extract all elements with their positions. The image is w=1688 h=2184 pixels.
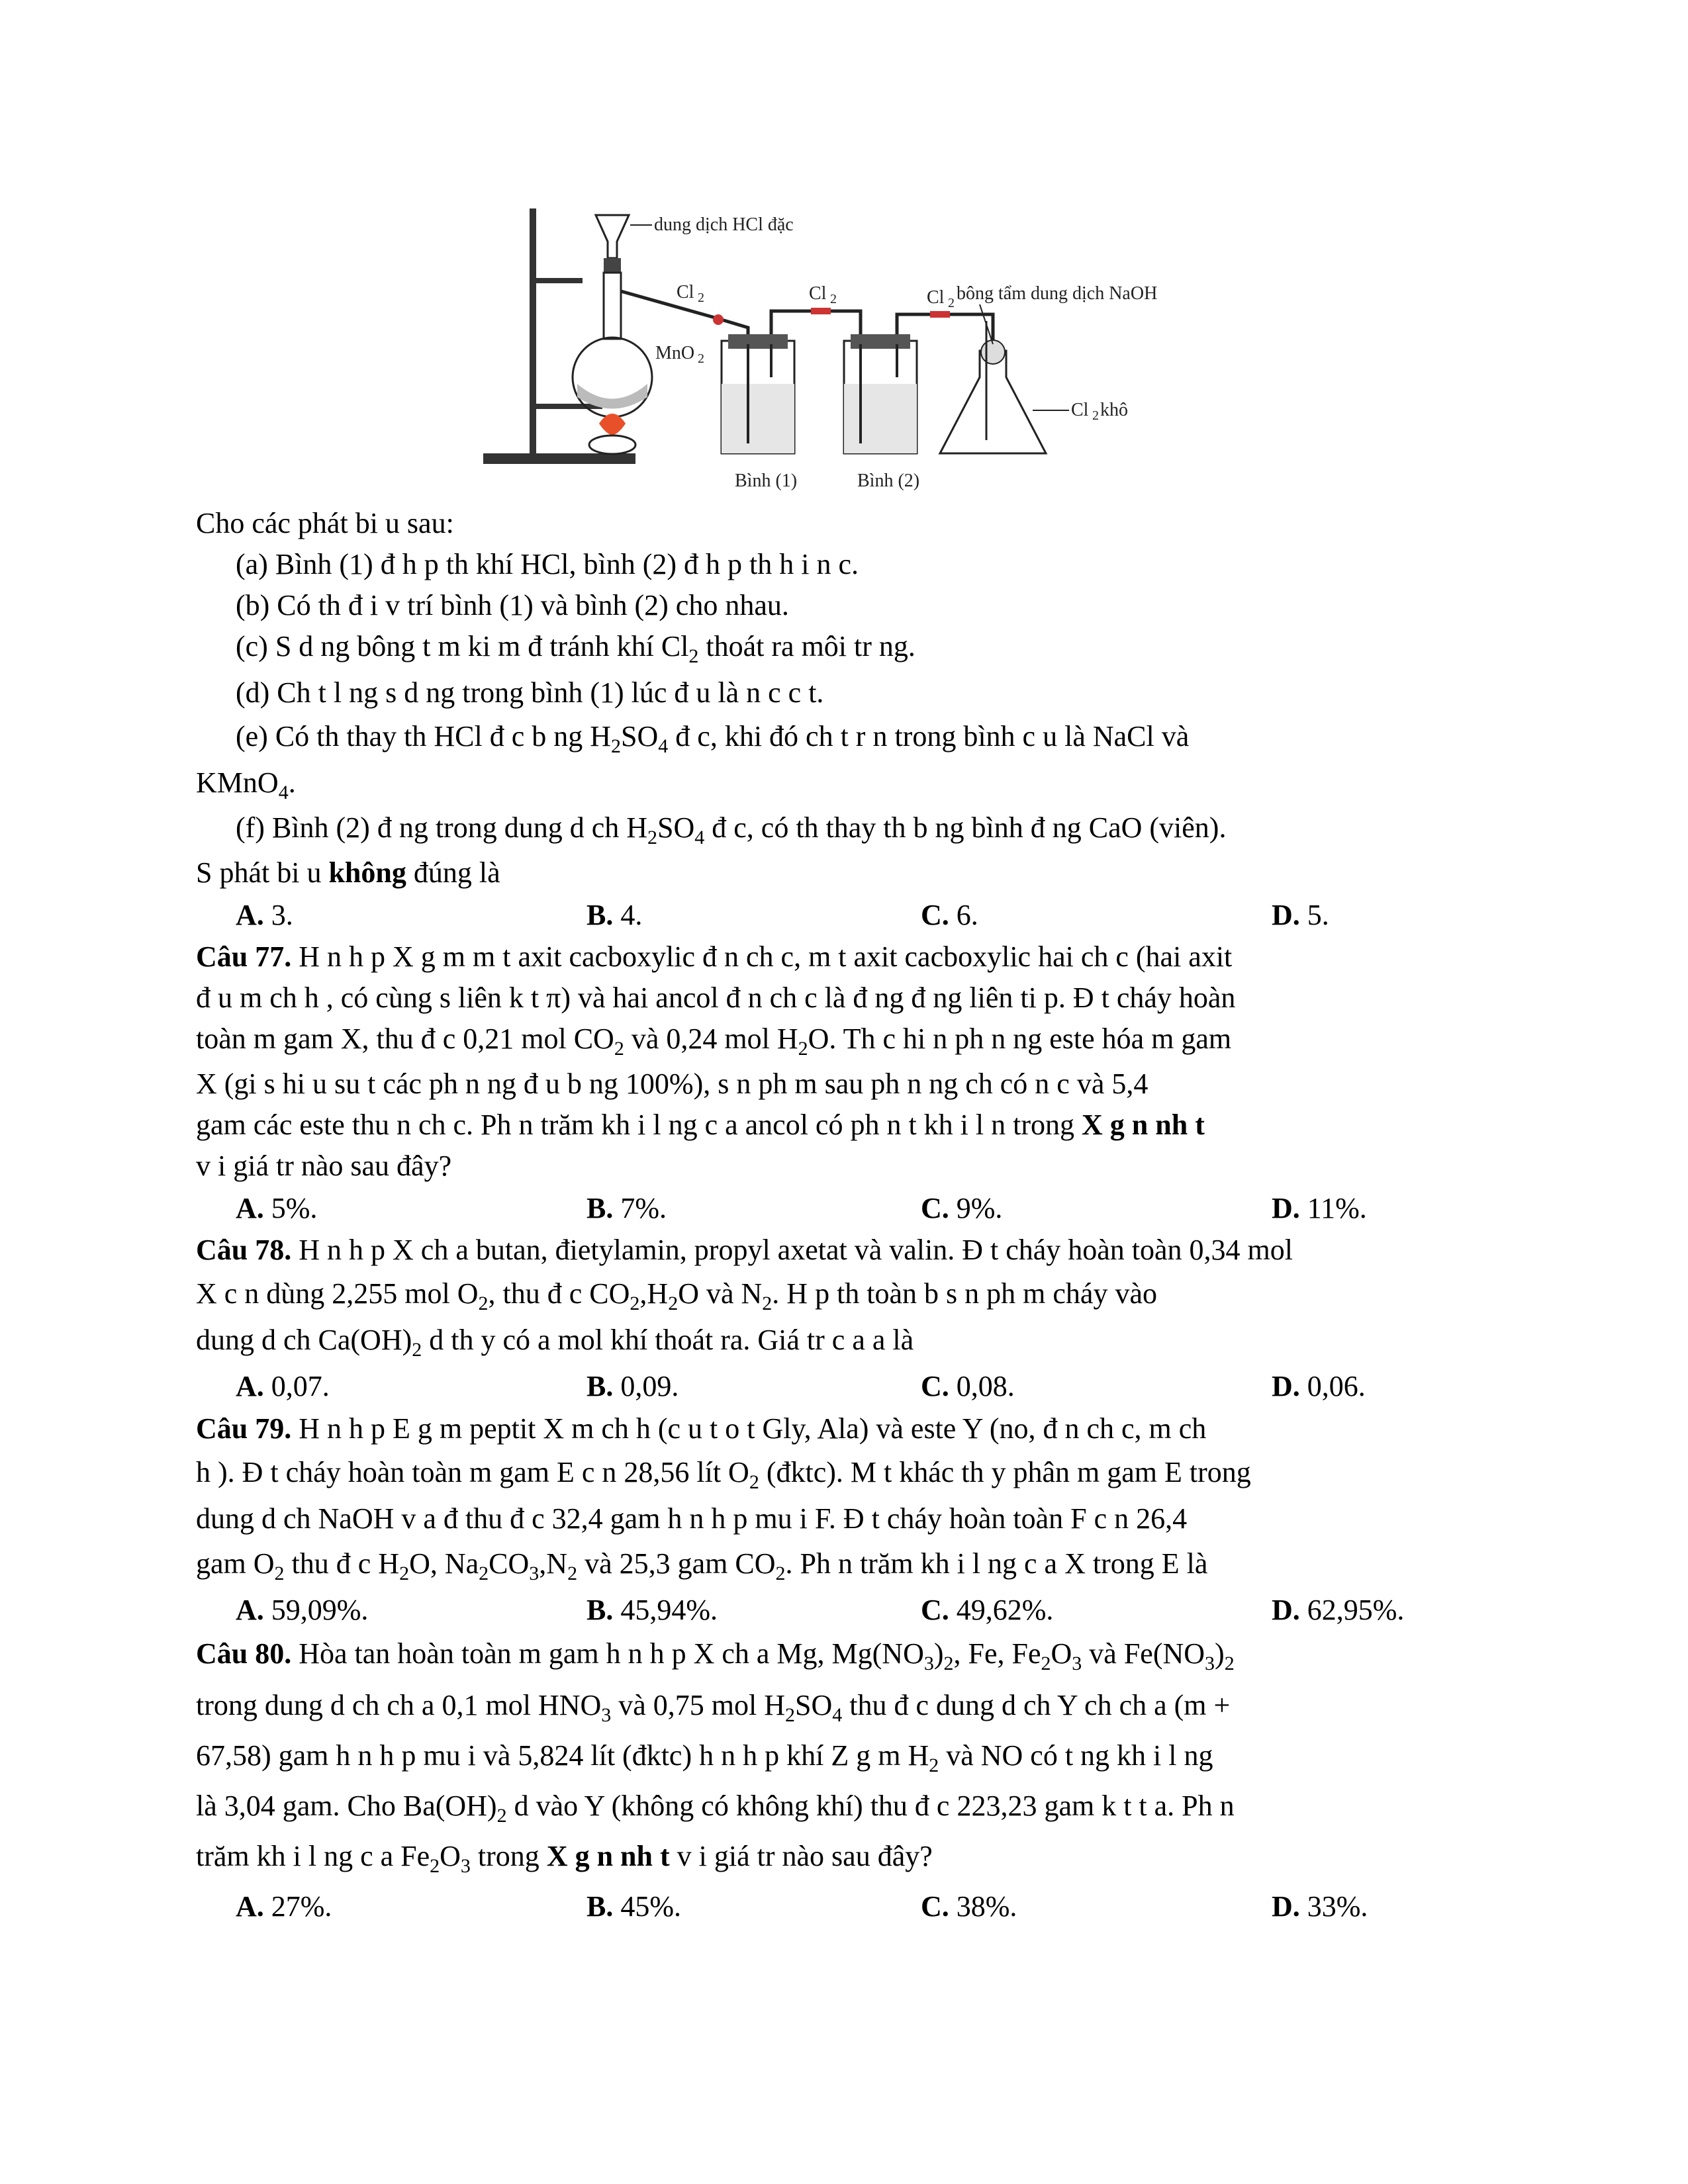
q77-option-b[interactable]: B. 7%. — [586, 1192, 667, 1224]
q80-line-5: trăm kh i l ng c a $Fe_2O_3$ trong X g n nh t v i giá tr nào sau đây? — [196, 1840, 933, 1877]
q76-statement-e: (e) Có th thay th HCl đ c b ng $H_2SO_4$ đ c, khi đó ch t r n trong bình c u là NaCl và — [236, 720, 1190, 757]
label-cl2-3: Cl — [927, 287, 945, 308]
q79-option-c[interactable]: C. 49,62%. — [921, 1594, 1054, 1626]
q80-option-b[interactable]: B. 45%. — [586, 1890, 682, 1923]
stand-rod — [530, 208, 536, 457]
q76-statement-b: (b) Có th đ i v trí bình (1) và bình (2) cho nhau. — [236, 589, 789, 621]
q79-option-a[interactable]: A. 59,09%. — [236, 1594, 369, 1626]
stand-clamp — [530, 278, 583, 283]
q79-option-b[interactable]: B. 45,94%. — [586, 1594, 718, 1626]
flask-neck — [604, 273, 621, 339]
q76-statement-c: (c) S d ng bông t m ki m đ tránh khí $Cl_2$ thoát ra môi tr ng. — [236, 630, 915, 667]
q78-option-c[interactable]: C. 0,08. — [921, 1370, 1015, 1402]
q77-line-3: toàn m gam X, thu đ c 0,21 mol $CO_2$ và 0,24 mol $H_2O$. Th c hi n ph n ng este hóa m gam — [196, 1023, 1232, 1060]
label-hcl: dung dịch HCl đặc — [654, 214, 794, 235]
burner — [589, 435, 635, 454]
erlenmeyer-flask — [940, 351, 1046, 453]
q77-line-4: X (gi s hi u su t các ph n ng đ u b ng 100%), s n ph m sau ph n ng ch có n c và 5,4 — [196, 1068, 1149, 1100]
label-cl2-dry-sub: 2 — [1092, 408, 1099, 423]
q78-option-d[interactable]: D. 0,06. — [1272, 1370, 1366, 1402]
q78-line-1: Câu 78. H n h p X ch a butan, đietylamin, propyl axetat và valin. Đ t cháy hoàn toàn 0,34 mol — [196, 1234, 1293, 1266]
label-naoh: bông tẩm dung dịch NaOH — [957, 283, 1158, 304]
label-binh-2: Bình (2) — [857, 471, 920, 491]
q76-intro: Cho các phát bi u sau: — [196, 507, 454, 539]
label-binh-1: Bình (1) — [735, 471, 798, 491]
q77-option-d[interactable]: D. 11%. — [1272, 1192, 1367, 1224]
label-mno2-sub: 2 — [698, 351, 704, 366]
q76-statement-f: (f) Bình (2) đ ng trong dung d ch $H_2SO_4$ đ c, có th thay th b ng bình đ ng CaO (viên). — [236, 811, 1227, 848]
q78-line-3: dung d ch $Ca(OH)_2$ d th y có a mol khí thoát ra. Giá tr c a a là — [196, 1324, 914, 1361]
chlorine-apparatus-diagram — [463, 185, 1211, 503]
q76-option-c[interactable]: C. 6. — [921, 899, 978, 931]
label-mno2: MnO — [655, 343, 695, 363]
label-cl2-2: Cl — [809, 283, 827, 304]
q77-option-c[interactable]: C. 9%. — [921, 1192, 1003, 1224]
q78-option-b[interactable]: B. 0,09. — [586, 1370, 679, 1402]
label-cl2-2-sub: 2 — [830, 292, 837, 306]
q76-statement-d: (d) Ch t l ng s d ng trong bình (1) lúc đ u là n c c t. — [236, 676, 824, 709]
q80-option-c[interactable]: C. 38%. — [921, 1890, 1017, 1923]
q80-option-a[interactable]: A. 27%. — [236, 1890, 332, 1923]
q80-line-1: Câu 80. Hòa tan hoàn toàn m gam h n h p X ch a Mg, $Mg(NO_3)_2$, Fe, $Fe_2O_3$ và $Fe(NO_3)_2$ — [196, 1637, 1235, 1674]
q78-line-2: X c n dùng 2,255 mol $O_2$, thu đ c $CO_2,H_2O$ và $N_2$. H p th toàn b s n ph m cháy vào — [196, 1277, 1157, 1314]
q76-statement-a: (a) Bình (1) đ h p th khí HCl, bình (2) đ h p th h i n c. — [236, 548, 859, 580]
q76-question: S phát bi u không đúng là — [196, 856, 500, 889]
q80-line-3: 67,58) gam h n h p mu i và 5,824 lít (đktc) h n h p khí Z g m $H_2$ và NO có t ng kh i l ng — [196, 1739, 1213, 1776]
label-kho: khô — [1100, 400, 1128, 420]
q76-statement-e-cont: KMnO$_4$. — [196, 766, 296, 803]
q77-line-6: v i giá tr nào sau đây? — [196, 1150, 452, 1182]
dropping-funnel — [596, 215, 629, 258]
q79-line-4: gam $O_2$ thu đ c $H_2O$, $Na_2CO_3,N_2$ và 25,3 gam $CO_2$. Ph n trăm kh i l ng c a X trong E là — [196, 1547, 1208, 1584]
q79-option-d[interactable]: D. 62,95%. — [1272, 1594, 1405, 1626]
q76-option-b[interactable]: B. 4. — [586, 899, 643, 931]
q79-line-1: Câu 79. H n h p E g m peptit X m ch h (c u t o t Gly, Ala) và este Y (no, đ n ch c, m ch — [196, 1412, 1207, 1445]
label-cl2-dry: Cl — [1071, 400, 1089, 420]
q80-option-d[interactable]: D. 33%. — [1272, 1890, 1368, 1923]
label-cl2-3-sub: 2 — [948, 296, 955, 310]
q79-line-2: h ). Đ t cháy hoàn toàn m gam E c n 28,56 lít $O_2$ (đktc). M t khác th y phân m gam E trong — [196, 1456, 1251, 1493]
q76-option-d[interactable]: D. 5. — [1272, 899, 1329, 931]
q78-option-a[interactable]: A. 0,07. — [236, 1370, 330, 1402]
q80-line-2: trong dung d ch ch a 0,1 mol $HNO_3$ và 0,75 mol $H_2SO_4$ thu đ c dung d ch Y ch ch a (m + — [196, 1689, 1231, 1726]
q77-line-2: đ u m ch h , có cùng s liên k t π) và hai ancol đ n ch c là đ ng đ ng liên ti p. Đ t cháy hoàn — [196, 981, 1236, 1014]
q77-option-a[interactable]: A. 5%. — [236, 1192, 318, 1224]
q77-line-5: gam các este thu n ch c. Ph n trăm kh i l ng c a ancol có ph n t kh i l n trong X g n nh t — [196, 1109, 1205, 1141]
label-cl2-1: Cl — [677, 282, 694, 302]
q77-line-1: Câu 77. H n h p X g m m t axit cacboxylic đ n ch c, m t axit cacboxylic hai ch c (hai axit — [196, 940, 1233, 973]
label-cl2-1-sub: 2 — [698, 291, 704, 305]
flame — [599, 414, 626, 435]
q76-option-a[interactable]: A. 3. — [236, 899, 293, 931]
q80-line-4: là 3,04 gam. Cho $Ba(OH)_2$ d vào Y (không có không khí) thu đ c 223,23 gam k t t a. Ph n — [196, 1790, 1235, 1827]
q79-line-3: dung d ch NaOH v a đ thu đ c 32,4 gam h n h p mu i F. Đ t cháy hoàn toàn F c n 26,4 — [196, 1502, 1188, 1535]
